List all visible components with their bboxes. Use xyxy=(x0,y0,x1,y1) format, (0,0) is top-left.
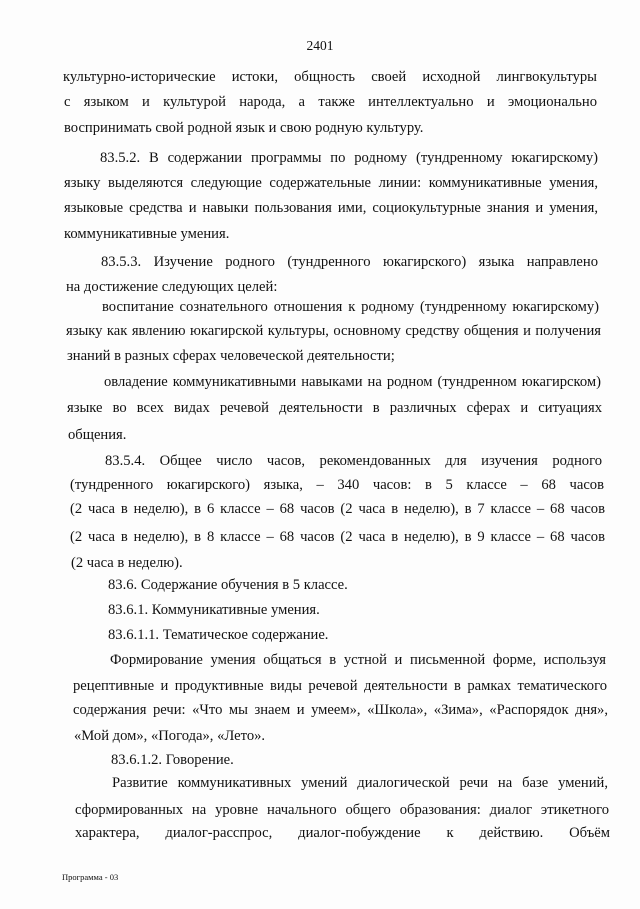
text-line: воспринимать свой родной язык и свою родную культуру. xyxy=(64,120,424,136)
text-line: Формирование умения общаться в устной и письменной форме, используя xyxy=(110,652,606,668)
text-line: коммуникативные умения. xyxy=(64,226,230,242)
footer-label: Программа - 03 xyxy=(62,872,119,882)
text-line: языку как явлению юкагирской культуры, основному средству общения и получения xyxy=(66,323,601,339)
text-line: «Мой дом», «Погода», «Лето». xyxy=(74,728,266,744)
text-line: воспитание сознательного отношения к родному (тундренному юкагирскому) xyxy=(102,299,599,315)
text-line: сформированных на уровне начального общего образования: диалог этикетного xyxy=(75,802,609,818)
text-line: на достижение следующих целей: xyxy=(66,279,278,295)
text-line: 83.5.2. В содержании программы по родному (тундренному юкагирскому) xyxy=(100,150,598,166)
text-line: общения. xyxy=(68,427,127,443)
text-line: языковые средства и навыки пользования ими, социокультурные знания и умения, xyxy=(64,200,598,216)
text-line: культурно-исторические истоки, общность своей исходной лингвокультуры xyxy=(63,69,597,85)
text-line: (2 часа в неделю), в 8 классе – 68 часов (2 часа в неделю), в 9 классе – 68 часов xyxy=(70,529,605,545)
text-line: знаний в разных сферах человеческой деятельности; xyxy=(67,348,395,364)
text-line: рецептивные и продуктивные виды речевой деятельности в рамках тематического xyxy=(73,678,607,694)
text-line: Развитие коммуникативных умений диалогической речи на базе умений, xyxy=(112,775,608,791)
text-line: (тундренного юкагирского) языка, – 340 часов: в 5 классе – 68 часов xyxy=(70,477,604,493)
section-heading: 83.6.1.1. Тематическое содержание. xyxy=(108,627,329,643)
text-line: овладение коммуникативными навыками на родном (тундренном юкагирском) xyxy=(104,374,601,390)
page-number: 2401 xyxy=(306,38,334,53)
text-line: с языком и культурой народа, а также интеллектуально и эмоционально xyxy=(64,94,597,110)
text-line: (2 часа в неделю), в 6 классе – 68 часов (2 часа в неделю), в 7 классе – 68 часов xyxy=(70,501,605,517)
text-line: характера, диалог-расспрос, диалог-побуждение к действию. Объём xyxy=(75,825,610,841)
text-line: языку выделяются следующие содержательные линии: коммуникативные умения, xyxy=(64,175,598,191)
section-heading: 83.6.1. Коммуникативные умения. xyxy=(108,602,320,618)
section-heading: 83.6.1.2. Говорение. xyxy=(111,752,234,768)
section-heading: 83.6. Содержание обучения в 5 классе. xyxy=(108,577,348,593)
text-line: (2 часа в неделю). xyxy=(71,555,183,571)
text-line: 83.5.3. Изучение родного (тундренного юкагирского) языка направлено xyxy=(101,254,598,270)
text-line: содержания речи: «Что мы знаем и умеем», «Школа», «Зима», «Распорядок дня», xyxy=(73,702,608,718)
text-line: языке во всех видах речевой деятельности в различных сферах и ситуациях xyxy=(67,400,602,416)
text-line: 83.5.4. Общее число часов, рекомендованных для изучения родного xyxy=(105,453,602,469)
